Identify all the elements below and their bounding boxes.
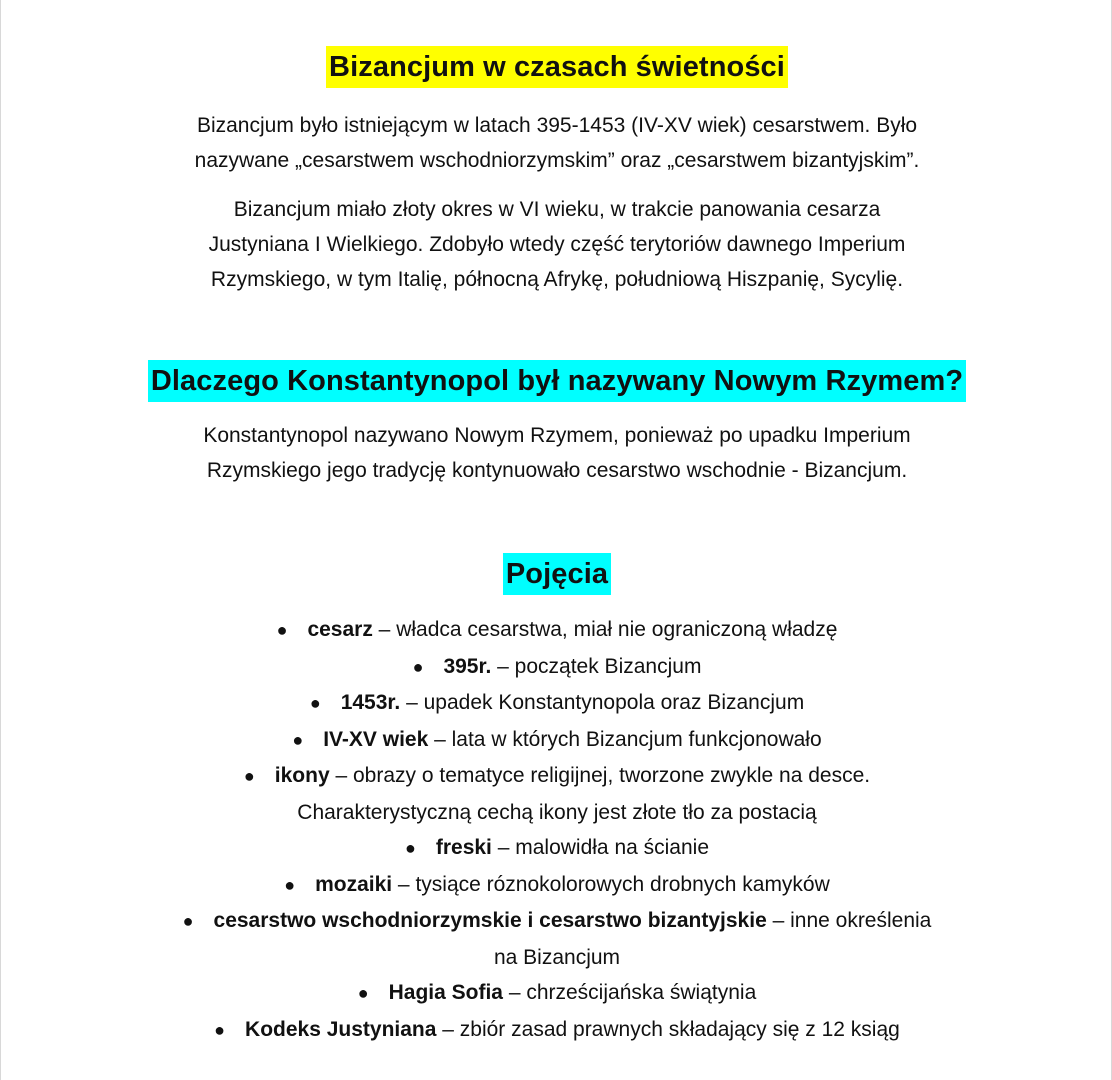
paragraph-line: Konstantynopol nazywano Nowym Rzymem, ponieważ po upadku Imperium	[203, 424, 911, 447]
bullet-icon: ●	[182, 911, 194, 931]
bullet-icon: ●	[292, 729, 304, 750]
list-item	[1, 1012, 1112, 1049]
term-name: ikony	[274, 764, 330, 787]
list-item-continuation	[1, 940, 1112, 976]
bullet-icon: ●	[309, 693, 321, 713]
list-item	[1, 903, 1112, 940]
terms-heading-block	[1, 553, 1112, 595]
new-rome-heading: Dlaczego Konstantynopol był nazywany Nowym Rzymem?	[148, 360, 966, 402]
paragraph-line: Bizancjum było istniejącym w latach 395-1453 (IV-XV wiek) cesarstwem. Było	[196, 114, 918, 137]
bullet-icon: ●	[276, 620, 288, 640]
term-definition: – chrześcijańska świątynia	[502, 981, 757, 1004]
list-item	[1, 722, 1112, 759]
list-item	[1, 975, 1112, 1012]
golden-age-heading-block	[1, 46, 1112, 88]
list-item	[1, 867, 1112, 904]
term-definition: – malowidła na ścianie	[491, 836, 710, 859]
bullet-icon: ●	[214, 1019, 226, 1040]
term-name: Kodeks Justyniana	[245, 1017, 437, 1041]
bullet-icon: ●	[404, 838, 416, 858]
terms-heading: Pojęcia	[503, 553, 611, 595]
term-definition-continuation: na Bizancjum	[493, 945, 621, 969]
terms-list	[1, 612, 1112, 1048]
term-definition: – tysiące róznokolorowych drobnych kamyków	[392, 872, 830, 896]
term-name: IV-XV wiek	[323, 727, 429, 751]
list-item	[1, 830, 1112, 867]
term-name: cesarz	[307, 618, 373, 641]
new-rome-heading-block	[1, 360, 1112, 402]
list-item	[1, 758, 1112, 795]
new-rome-paragraph	[1, 418, 1112, 488]
list-item	[1, 649, 1112, 686]
term-definition: – lata w których Bizancjum funkcjonowało	[428, 727, 822, 751]
term-definition: – upadek Konstantynopola oraz Bizancjum	[400, 691, 805, 714]
golden-age-heading: Bizancjum w czasach świetności	[326, 46, 788, 88]
golden-age-paragraph-2	[1, 192, 1112, 297]
paragraph-line: Bizancjum miało złoty okres w VI wieku, w trakcie panowania cesarza	[233, 198, 881, 221]
term-definition: – władca cesarstwa, miał nie ograniczoną władzę	[372, 618, 838, 641]
golden-age-paragraph-1	[1, 108, 1112, 178]
term-definition: – inne określenia	[766, 909, 932, 932]
paragraph-line: nazywane „cesarstwem wschodniorzymskim” oraz „cesarstwem bizantyjskim”.	[194, 149, 920, 172]
term-name: Hagia Sofia	[388, 981, 503, 1004]
bullet-icon: ●	[243, 766, 255, 786]
bullet-icon: ●	[284, 874, 296, 895]
term-name: cesarstwo wschodniorzymskie i cesarstwo bizantyjskie	[213, 909, 767, 932]
paragraph-line: Rzymskiego jego tradycję kontynuowało cesarstwo wschodnie - Bizancjum.	[206, 459, 908, 482]
term-name: freski	[435, 836, 492, 859]
paragraph-line: Rzymskiego, w tym Italię, północną Afrykę, południową Hiszpanię, Sycylię.	[210, 268, 904, 291]
term-definition-continuation: Charakterystyczną cechą ikony jest złote tło za postacią	[297, 800, 817, 824]
bullet-icon: ●	[357, 983, 369, 1003]
term-name: 395r.	[443, 654, 492, 678]
terms-list-block	[1, 612, 1112, 1048]
bullet-icon: ●	[412, 656, 424, 677]
term-definition: – początek Bizancjum	[491, 654, 702, 678]
paragraph-line: Justyniana I Wielkiego. Zdobyło wtedy część terytoriów dawnego Imperium	[208, 233, 906, 256]
term-name: mozaiki	[315, 872, 393, 896]
list-item	[1, 685, 1112, 722]
term-definition: – obrazy o tematyce religijnej, tworzone zwykle na desce.	[329, 764, 871, 787]
list-item	[1, 612, 1112, 649]
term-name: 1453r.	[340, 691, 401, 714]
list-item-continuation	[1, 795, 1112, 831]
term-definition: – zbiór zasad prawnych składający się z 12 ksiąg	[436, 1017, 900, 1041]
